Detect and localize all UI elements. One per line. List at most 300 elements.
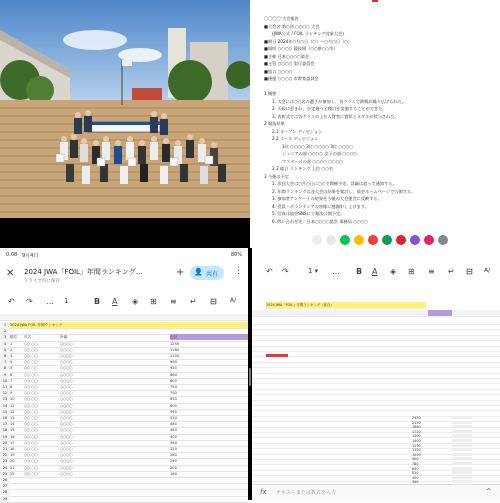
table-cell[interactable] xyxy=(10,328,24,334)
table-cell[interactable] xyxy=(120,434,170,440)
table-cell[interactable] xyxy=(452,471,472,474)
table-cell[interactable] xyxy=(222,483,248,489)
table-cell[interactable]: ○○ ○○ xyxy=(24,409,38,414)
table-cell[interactable]: 1250 xyxy=(170,341,180,346)
table-cell[interactable]: 650 xyxy=(170,397,177,402)
table-row[interactable] xyxy=(0,496,248,503)
row-number: 29 xyxy=(0,496,10,502)
table-cell[interactable]: 20 xyxy=(10,459,15,464)
table-cell[interactable]: ○○○○ xyxy=(60,459,73,464)
table-cell[interactable] xyxy=(222,489,248,495)
share-button[interactable] xyxy=(190,266,224,280)
wrap-icon[interactable]: ↵ xyxy=(190,297,197,306)
table-cell[interactable]: ○○ ○○ xyxy=(24,391,38,396)
table-cell[interactable] xyxy=(120,496,170,502)
table-cell[interactable]: 980 xyxy=(170,360,177,365)
table-cell[interactable] xyxy=(170,496,196,502)
table-cell[interactable] xyxy=(60,328,120,334)
expand-icon[interactable]: ⌃ xyxy=(485,487,492,496)
table-cell[interactable] xyxy=(222,427,248,433)
table-cell[interactable]: 順位 xyxy=(10,335,18,340)
row-number: 3 xyxy=(0,334,10,340)
table-cell[interactable]: ○○○○ xyxy=(60,341,73,346)
table-cell[interactable]: 11 xyxy=(10,403,15,408)
table-cell[interactable]: 280 xyxy=(170,453,177,458)
table-cell[interactable] xyxy=(452,444,472,447)
value-cell[interactable]: 1880 xyxy=(412,425,421,430)
table-cell[interactable] xyxy=(10,496,24,502)
table-cell[interactable] xyxy=(120,458,170,464)
bold-button[interactable]: B xyxy=(356,267,363,276)
table-icon[interactable]: ⊟ xyxy=(466,267,473,276)
table-cell[interactable]: ○○ ○○ xyxy=(24,378,38,383)
table-cell[interactable]: ○○ ○○ xyxy=(24,428,38,433)
table-cell[interactable]: 9 xyxy=(10,391,13,396)
table-cell[interactable] xyxy=(222,396,248,402)
gmail-icon[interactable] xyxy=(368,235,378,245)
table-cell[interactable] xyxy=(24,322,60,328)
table-cell[interactable]: ○○ ○○ xyxy=(24,471,38,476)
table-cell[interactable] xyxy=(196,403,222,409)
table-cell[interactable] xyxy=(452,480,472,483)
table-cell[interactable] xyxy=(120,489,170,495)
table-cell[interactable] xyxy=(222,477,248,483)
table-cell[interactable]: ○○○○ xyxy=(60,409,73,414)
table-cell[interactable]: 2 xyxy=(10,347,13,352)
table-cell[interactable]: ○○○○ xyxy=(60,465,73,470)
table-cell[interactable]: ○○ ○○ xyxy=(24,366,38,371)
table-cell[interactable] xyxy=(120,403,170,409)
table-cell[interactable]: ○○ ○○ xyxy=(24,416,38,420)
table-cell[interactable] xyxy=(222,334,248,340)
table-cell[interactable]: ○○○○ xyxy=(60,391,73,396)
sheet-toolbar-right xyxy=(252,260,500,282)
more-horiz-icon[interactable]: … xyxy=(46,297,54,306)
table-cell[interactable] xyxy=(24,328,60,334)
table-cell[interactable]: 21 xyxy=(10,465,15,470)
table-cell[interactable]: 4 xyxy=(10,360,13,365)
table-cell[interactable]: 360 xyxy=(170,440,177,445)
table-cell[interactable] xyxy=(196,452,222,458)
text-color-button[interactable]: A xyxy=(112,297,118,306)
table-cell[interactable]: 1 xyxy=(10,341,13,346)
table-cell[interactable]: ○○ ○○ xyxy=(24,434,38,439)
table-cell[interactable] xyxy=(120,384,170,390)
table-cell[interactable] xyxy=(196,440,222,446)
value-cell[interactable]: 400 xyxy=(412,475,419,480)
table-cell[interactable] xyxy=(222,465,248,471)
table-cell[interactable] xyxy=(222,421,248,427)
table-icon[interactable]: ⊟ xyxy=(210,297,217,306)
table-cell[interactable]: 750 xyxy=(170,385,177,389)
table-cell[interactable]: ○○○○ xyxy=(60,385,73,389)
value-cell[interactable]: 300 xyxy=(412,480,419,485)
table-cell[interactable] xyxy=(222,328,248,334)
table-cell[interactable]: ○○○○ xyxy=(60,453,73,458)
table-cell[interactable] xyxy=(60,322,120,328)
table-cell[interactable] xyxy=(452,453,472,456)
sheet-title-cell[interactable]: 2024 JWA「FOIL」年間ランキング（総合） xyxy=(266,302,426,309)
table-cell[interactable] xyxy=(196,322,222,328)
row-number: 20 xyxy=(0,440,10,446)
table-cell[interactable] xyxy=(120,365,170,371)
table-cell[interactable]: 160 xyxy=(170,471,177,476)
row-number: 17 xyxy=(0,421,10,427)
document-line: 1. 大会には○○名の選手が参加し、各クラスで熱戦が繰り広げられた。 xyxy=(272,98,406,104)
table-cell[interactable]: 22 xyxy=(10,471,15,476)
table-cell[interactable]: ○○ ○○ xyxy=(24,354,38,358)
table-cell[interactable]: ○○○○ xyxy=(60,347,73,352)
document-line: 1位 ○○○○ 2位 ○○○○ 3位 ○○○○ xyxy=(282,143,354,149)
redo-icon[interactable]: ↷ xyxy=(282,267,289,276)
bold-button[interactable]: B xyxy=(94,297,101,306)
table-cell[interactable]: 7 xyxy=(10,378,13,383)
table-cell[interactable] xyxy=(452,421,472,424)
table-cell[interactable] xyxy=(120,471,170,477)
table-cell[interactable] xyxy=(120,328,170,334)
table-cell[interactable] xyxy=(196,415,222,421)
table-cell[interactable] xyxy=(222,471,248,477)
table-cell[interactable] xyxy=(60,477,120,483)
table-cell[interactable] xyxy=(170,477,196,483)
table-cell[interactable]: ○○ ○○ xyxy=(24,453,38,458)
table-cell[interactable] xyxy=(170,328,196,334)
table-cell[interactable]: ○○○○ xyxy=(60,397,73,402)
text-format-icon[interactable]: A/ xyxy=(484,267,491,274)
table-cell[interactable] xyxy=(452,439,472,442)
text-color-button[interactable]: A xyxy=(372,267,378,276)
table-cell[interactable] xyxy=(222,446,248,452)
table-cell[interactable]: ○○○○ xyxy=(60,354,73,358)
app-pink-icon[interactable] xyxy=(424,235,434,245)
wrap-icon[interactable]: ↵ xyxy=(448,267,455,276)
table-cell[interactable]: ○○○○ xyxy=(60,416,73,420)
table-cell[interactable] xyxy=(196,465,222,471)
table-cell[interactable] xyxy=(120,372,170,378)
table-cell[interactable]: 18 xyxy=(10,447,15,451)
table-cell[interactable] xyxy=(120,415,170,421)
app-purple-icon[interactable] xyxy=(410,235,420,245)
table-cell[interactable]: ○○○○ xyxy=(60,428,73,433)
table-cell[interactable]: ○○ ○○ xyxy=(24,465,38,470)
table-cell[interactable] xyxy=(452,425,472,428)
table-cell[interactable]: 480 xyxy=(170,422,177,427)
table-cell[interactable] xyxy=(196,458,222,464)
table-cell[interactable] xyxy=(452,467,472,470)
table-cell[interactable]: 8 xyxy=(10,385,13,389)
table-cell[interactable]: ○○ ○○ xyxy=(24,397,38,402)
table-cell[interactable] xyxy=(120,440,170,446)
value-cell[interactable]: 2150 xyxy=(412,420,421,425)
align-icon[interactable]: ≡ xyxy=(170,297,177,306)
table-cell[interactable]: ○○ ○○ xyxy=(24,403,38,408)
table-cell[interactable] xyxy=(452,448,472,451)
table-cell[interactable]: 17 xyxy=(10,440,15,445)
table-cell[interactable] xyxy=(10,477,24,483)
app-dock xyxy=(250,232,500,248)
table-cell[interactable] xyxy=(222,415,248,421)
table-cell[interactable] xyxy=(120,427,170,433)
zoom-select[interactable]: 1 ▾ xyxy=(308,267,319,275)
value-cell[interactable]: 1560 xyxy=(412,434,421,439)
table-cell[interactable]: 320 xyxy=(170,447,177,451)
table-cell[interactable] xyxy=(10,483,24,489)
table-cell[interactable] xyxy=(120,378,170,384)
table-cell[interactable]: ○○○○ xyxy=(60,447,73,451)
table-cell[interactable] xyxy=(222,409,248,415)
table-cell[interactable]: 440 xyxy=(170,428,177,433)
table-cell[interactable]: 合計 xyxy=(170,334,196,340)
table-cell[interactable]: ○○ ○○ xyxy=(24,372,38,377)
table-cell[interactable] xyxy=(452,476,472,479)
value-cell[interactable]: 1720 xyxy=(412,429,421,434)
sheet-grid-left[interactable] xyxy=(0,314,248,500)
table-cell[interactable] xyxy=(196,483,222,489)
table-cell[interactable]: 5 xyxy=(10,366,13,371)
sheets-icon[interactable] xyxy=(382,235,392,245)
table-cell[interactable]: ○○ ○○ xyxy=(24,447,38,451)
table-cell[interactable]: ○○ ○○ xyxy=(24,385,38,389)
table-cell[interactable] xyxy=(222,341,248,347)
table-cell[interactable]: 16 xyxy=(10,434,15,439)
table-cell[interactable] xyxy=(196,334,222,340)
divider-handle[interactable] xyxy=(249,368,251,386)
table-cell[interactable]: 13 xyxy=(10,416,15,420)
table-cell[interactable] xyxy=(196,365,222,371)
table-cell[interactable] xyxy=(222,347,248,353)
line-icon[interactable] xyxy=(340,235,350,245)
table-cell[interactable]: 6 xyxy=(10,372,13,377)
table-cell[interactable] xyxy=(120,322,170,328)
table-cell[interactable] xyxy=(120,359,170,365)
table-cell[interactable]: ○○○○ xyxy=(60,403,73,408)
table-cell[interactable] xyxy=(120,465,170,471)
table-cell[interactable] xyxy=(120,452,170,458)
sheet-app-bar xyxy=(0,262,248,290)
table-cell[interactable]: 800 xyxy=(170,378,177,383)
value-cell[interactable]: 1290 xyxy=(412,443,421,448)
table-cell[interactable] xyxy=(120,353,170,359)
table-cell[interactable] xyxy=(222,434,248,440)
table-cell[interactable] xyxy=(222,378,248,384)
value-cell[interactable]: 780 xyxy=(412,462,419,466)
table-cell[interactable] xyxy=(170,322,196,328)
table-cell[interactable] xyxy=(222,403,248,409)
table-cell[interactable] xyxy=(196,328,222,334)
table-cell[interactable] xyxy=(222,322,248,328)
chrome-icon[interactable] xyxy=(354,235,364,245)
table-cell[interactable] xyxy=(222,496,248,502)
table-cell[interactable] xyxy=(222,372,248,378)
table-cell[interactable]: ○○ ○○ xyxy=(24,347,38,352)
table-cell[interactable]: 920 xyxy=(170,366,177,371)
table-cell[interactable] xyxy=(222,365,248,371)
table-cell[interactable] xyxy=(24,489,60,495)
undo-icon[interactable]: ↶ xyxy=(266,267,273,276)
table-cell[interactable] xyxy=(196,434,222,440)
table-cell[interactable] xyxy=(196,489,222,495)
row-number: 25 xyxy=(0,471,10,477)
value-cell[interactable]: 1400 xyxy=(412,439,421,443)
table-cell[interactable] xyxy=(452,457,472,460)
more-horiz-icon[interactable]: … xyxy=(332,267,340,276)
table-cell[interactable]: 15 xyxy=(10,428,15,433)
table-cell[interactable]: 1100 xyxy=(170,354,180,358)
table-cell[interactable] xyxy=(222,353,248,359)
table-cell[interactable] xyxy=(196,496,222,502)
table-cell[interactable]: 700 xyxy=(170,391,177,396)
table-cell[interactable] xyxy=(120,421,170,427)
redo-icon[interactable]: ↷ xyxy=(26,297,33,306)
document-line: 3. 表彰式では各クラスの上位入賞者に賞状とメダルが授与された。 xyxy=(272,113,399,119)
table-cell[interactable]: ○○ ○○ xyxy=(24,459,38,464)
document-line: ■場所 ○○○○ 競技場（○○県○○市） xyxy=(264,46,338,51)
table-cell[interactable]: 14 xyxy=(10,422,15,427)
value-cell[interactable]: 650 xyxy=(412,466,419,471)
table-cell[interactable] xyxy=(222,359,248,365)
text-format-icon[interactable]: A/ xyxy=(230,297,237,304)
table-cell[interactable] xyxy=(222,390,248,396)
table-cell[interactable] xyxy=(24,477,60,483)
table-cell[interactable]: ○○○○ xyxy=(60,422,73,427)
table-cell[interactable] xyxy=(120,341,170,347)
table-cell[interactable]: ○○○○ xyxy=(60,360,73,365)
table-cell[interactable]: ○○○○ xyxy=(60,378,73,383)
table-cell[interactable] xyxy=(196,427,222,433)
table-cell[interactable]: 860 xyxy=(170,372,177,377)
table-cell[interactable]: 240 xyxy=(170,459,177,464)
table-cell[interactable]: ○○ ○○ xyxy=(24,422,38,427)
table-cell[interactable]: 2024 JWA FOIL 年間ランキング xyxy=(10,323,63,327)
table-cell[interactable]: 400 xyxy=(170,434,177,439)
table-cell[interactable]: 所属 xyxy=(60,335,68,340)
table-cell[interactable] xyxy=(222,440,248,446)
more-vert-icon[interactable]: ⋮ xyxy=(234,266,243,276)
table-cell[interactable] xyxy=(60,489,120,495)
table-cell[interactable] xyxy=(196,471,222,477)
align-icon[interactable]: ≡ xyxy=(428,267,435,276)
table-cell[interactable] xyxy=(60,496,120,502)
table-cell[interactable]: 12 xyxy=(10,409,15,414)
value-cell[interactable]: 2450 xyxy=(412,416,421,420)
table-cell[interactable] xyxy=(170,489,196,495)
table-cell[interactable] xyxy=(196,353,222,359)
column-header-row xyxy=(0,314,248,321)
table-cell[interactable] xyxy=(120,477,170,483)
table-cell[interactable] xyxy=(196,446,222,452)
table-cell[interactable] xyxy=(196,359,222,365)
table-cell[interactable]: 1180 xyxy=(170,347,180,352)
table-cell[interactable]: ○○○○ xyxy=(60,434,73,439)
table-cell[interactable] xyxy=(196,347,222,353)
table-cell[interactable] xyxy=(196,384,222,390)
formula-input[interactable]: テキストまたは数式を入力 xyxy=(276,490,336,496)
document-line: 6. 問い合わせ先：日本○○○○協会 事務局 ○○○○ xyxy=(272,218,368,224)
sheet-grid-right[interactable] xyxy=(252,284,500,484)
table-cell[interactable]: ○○○○ xyxy=(60,366,73,371)
table-cell[interactable]: 600 xyxy=(170,403,177,408)
table-cell[interactable]: 10 xyxy=(10,397,15,402)
table-cell[interactable]: ○○ ○○ xyxy=(24,440,38,445)
add-icon[interactable]: + xyxy=(176,267,185,278)
table-cell[interactable]: ○○○○ xyxy=(60,471,73,476)
table-cell[interactable]: 氏名 xyxy=(24,335,32,340)
table-cell[interactable] xyxy=(120,390,170,396)
table-cell[interactable] xyxy=(452,430,472,433)
table-cell[interactable]: 200 xyxy=(170,465,177,470)
table-cell[interactable] xyxy=(196,421,222,427)
fill-color-icon[interactable]: ◈ xyxy=(132,297,139,306)
fill-color-icon[interactable]: ◈ xyxy=(390,267,397,276)
sheet-title[interactable]: 2024 JWA「FOIL」年間ランキング... xyxy=(24,268,143,276)
table-cell[interactable] xyxy=(120,409,170,415)
table-cell[interactable] xyxy=(452,416,472,419)
table-cell[interactable] xyxy=(120,334,170,340)
table-cell[interactable]: ○○ ○○ xyxy=(24,360,38,365)
table-cell[interactable]: ○○ ○○ xyxy=(24,341,38,346)
borders-icon[interactable]: ⊞ xyxy=(150,297,157,306)
table-cell[interactable]: ○○○○ xyxy=(60,440,73,445)
table-cell[interactable] xyxy=(196,409,222,415)
undo-icon[interactable]: ↶ xyxy=(8,297,15,306)
zoom-select[interactable]: 1 xyxy=(64,297,69,305)
row-number: 26 xyxy=(0,477,10,483)
value-cell[interactable]: 1150 xyxy=(412,448,421,453)
table-cell[interactable]: 3 xyxy=(10,354,13,358)
value-cell[interactable]: 900 xyxy=(412,457,419,462)
table-cell[interactable] xyxy=(196,396,222,402)
close-icon[interactable]: ✕ xyxy=(6,268,15,279)
table-cell[interactable] xyxy=(60,483,120,489)
value-cell[interactable]: 520 xyxy=(412,471,419,476)
table-cell[interactable] xyxy=(120,396,170,402)
table-cell[interactable]: 19 xyxy=(10,453,15,458)
table-cell[interactable] xyxy=(222,458,248,464)
table-cell[interactable] xyxy=(196,378,222,384)
table-cell[interactable] xyxy=(196,390,222,396)
google-icon[interactable] xyxy=(326,235,336,245)
red-flag-cell[interactable] xyxy=(266,354,288,357)
table-cell[interactable] xyxy=(196,341,222,347)
app-red-icon[interactable] xyxy=(396,235,406,245)
table-cell[interactable] xyxy=(452,462,472,465)
table-cell[interactable]: 520 xyxy=(170,416,177,420)
status-bar xyxy=(0,248,248,262)
search-icon[interactable] xyxy=(312,235,322,245)
highlight-cell[interactable] xyxy=(428,310,452,316)
table-cell[interactable] xyxy=(120,483,170,489)
table-cell[interactable]: ○○○○ xyxy=(60,372,73,377)
table-cell[interactable]: 560 xyxy=(170,409,177,414)
formula-bar[interactable] xyxy=(252,484,500,501)
table-cell[interactable] xyxy=(196,477,222,483)
document-line: ■協力 ○○○○ xyxy=(264,68,293,74)
table-cell[interactable] xyxy=(24,496,60,502)
table-cell[interactable] xyxy=(24,483,60,489)
value-cell[interactable]: 1020 xyxy=(412,452,421,457)
table-cell[interactable] xyxy=(452,434,472,437)
report-document[interactable] xyxy=(250,0,500,232)
grid-icon[interactable] xyxy=(438,235,448,245)
table-cell[interactable] xyxy=(222,452,248,458)
table-cell[interactable] xyxy=(170,483,196,489)
table-cell[interactable] xyxy=(120,347,170,353)
table-cell[interactable] xyxy=(120,446,170,452)
table-cell[interactable] xyxy=(10,489,24,495)
table-cell[interactable] xyxy=(196,372,222,378)
table-cell[interactable] xyxy=(222,384,248,390)
borders-icon[interactable]: ⊞ xyxy=(408,267,415,276)
